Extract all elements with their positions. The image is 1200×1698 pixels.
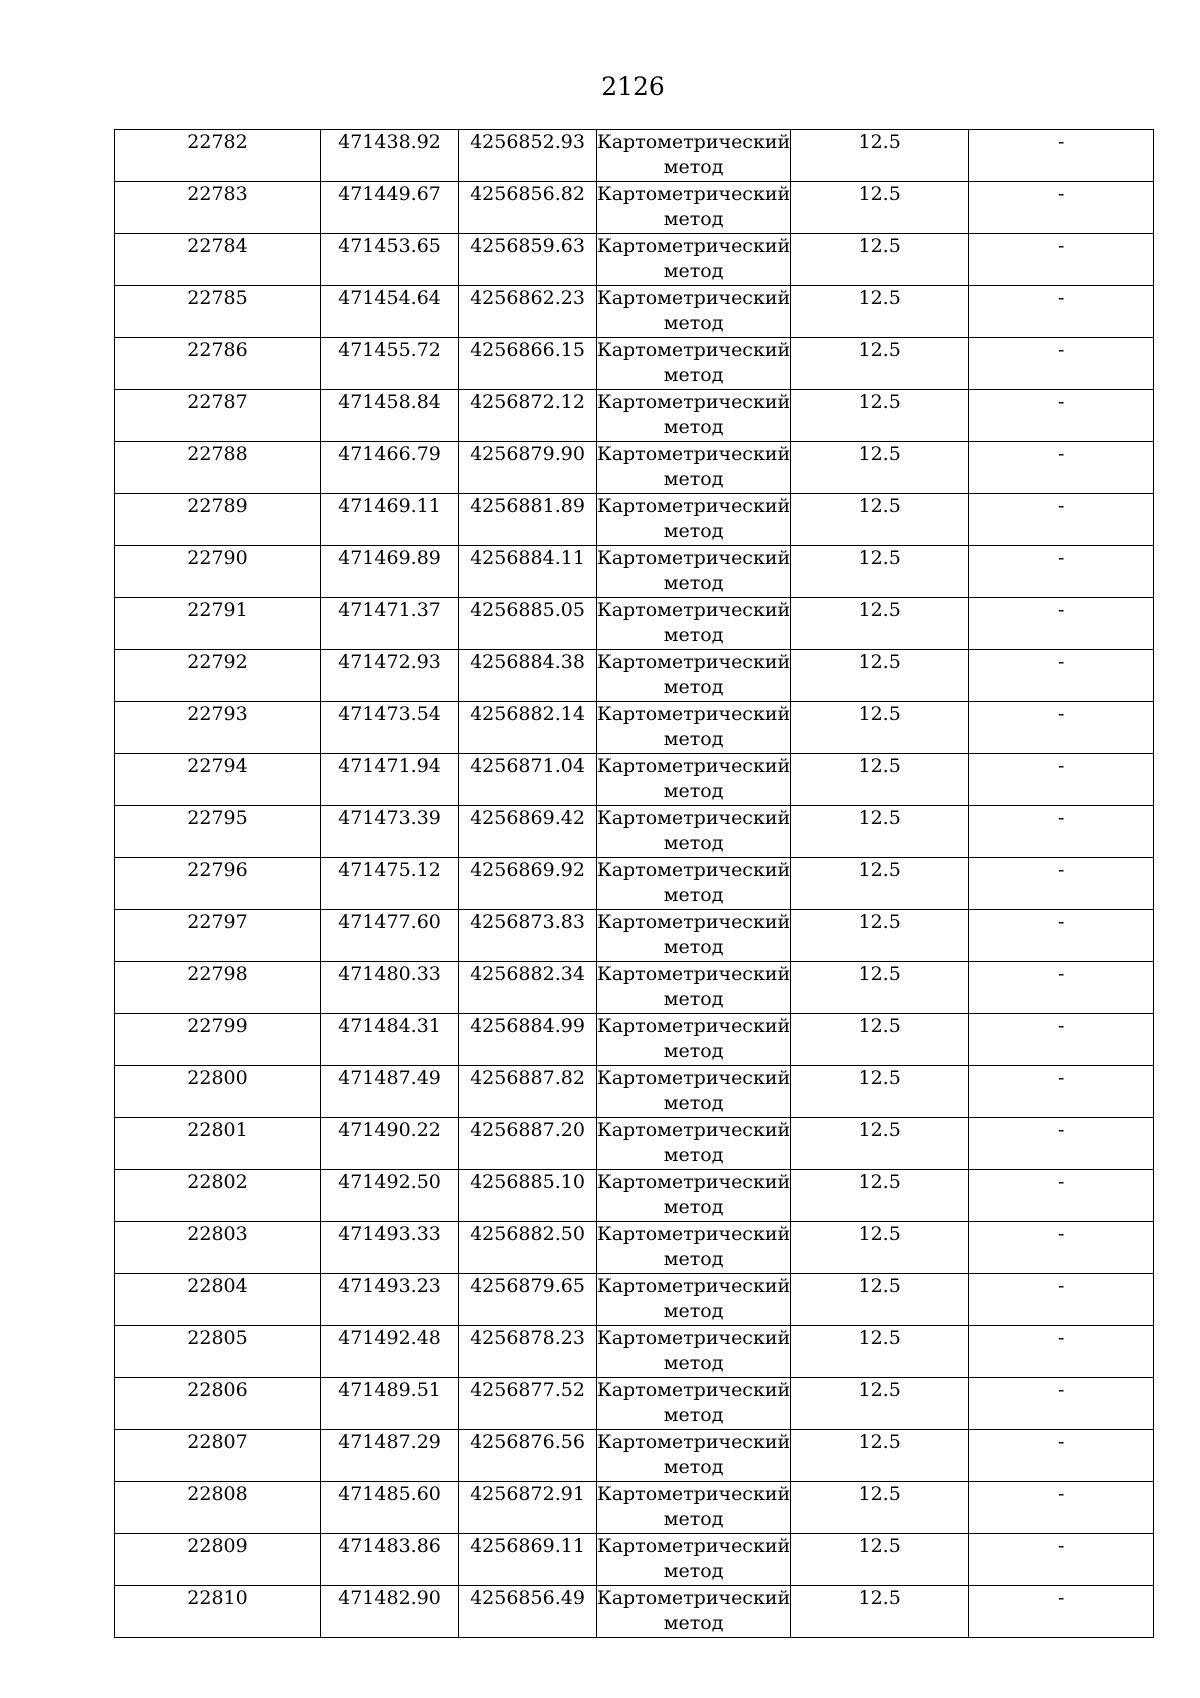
x-coordinate-cell: 471484.31 <box>321 1014 459 1066</box>
table-row <box>115 1326 1154 1378</box>
method-line-1: Картометрический <box>597 1067 791 1089</box>
method-line-2: метод <box>663 624 724 646</box>
y-coordinate-cell: 4256878.23 <box>459 1326 597 1378</box>
y-coordinate-cell: 4256884.38 <box>459 650 597 702</box>
accuracy-cell: 12.5 <box>791 1222 969 1274</box>
point-number-cell: 22804 <box>115 1274 321 1326</box>
method-line-2: метод <box>663 832 724 854</box>
y-coordinate-cell: 4256876.56 <box>459 1430 597 1482</box>
y-coordinate-cell: 4256879.90 <box>459 442 597 494</box>
x-coordinate-cell: 471453.65 <box>321 234 459 286</box>
method-cell <box>597 1170 791 1222</box>
accuracy-cell: 12.5 <box>791 182 969 234</box>
method-line-2: метод <box>663 728 724 750</box>
accuracy-cell: 12.5 <box>791 1326 969 1378</box>
point-number-cell: 22789 <box>115 494 321 546</box>
x-coordinate-cell: 471473.54 <box>321 702 459 754</box>
method-cell <box>597 1586 791 1638</box>
method-line-1: Картометрический <box>597 651 791 673</box>
method-line-1: Картометрический <box>597 963 791 985</box>
method-line-2: метод <box>663 1196 724 1218</box>
note-cell: - <box>969 702 1154 754</box>
method-cell <box>597 1222 791 1274</box>
x-coordinate-cell: 471454.64 <box>321 286 459 338</box>
y-coordinate-cell: 4256887.20 <box>459 1118 597 1170</box>
y-coordinate-cell: 4256862.23 <box>459 286 597 338</box>
accuracy-cell: 12.5 <box>791 286 969 338</box>
note-cell: - <box>969 1430 1154 1482</box>
method-line-1: Картометрический <box>597 1223 791 1245</box>
table-row <box>115 858 1154 910</box>
accuracy-cell: 12.5 <box>791 1066 969 1118</box>
note-cell: - <box>969 598 1154 650</box>
point-number-cell: 22790 <box>115 546 321 598</box>
y-coordinate-cell: 4256872.12 <box>459 390 597 442</box>
method-line-1: Картометрический <box>597 1379 791 1401</box>
note-cell: - <box>969 234 1154 286</box>
y-coordinate-cell: 4256885.05 <box>459 598 597 650</box>
method-line-1: Картометрический <box>597 547 791 569</box>
x-coordinate-cell: 471483.86 <box>321 1534 459 1586</box>
note-cell: - <box>969 390 1154 442</box>
accuracy-cell: 12.5 <box>791 650 969 702</box>
note-cell: - <box>969 442 1154 494</box>
method-line-2: метод <box>663 936 724 958</box>
point-number-cell: 22784 <box>115 234 321 286</box>
method-line-2: метод <box>663 572 724 594</box>
y-coordinate-cell: 4256856.82 <box>459 182 597 234</box>
accuracy-cell: 12.5 <box>791 598 969 650</box>
table-row <box>115 1170 1154 1222</box>
table-row <box>115 130 1154 182</box>
table-row <box>115 390 1154 442</box>
method-line-2: метод <box>663 1560 724 1582</box>
method-cell <box>597 1118 791 1170</box>
y-coordinate-cell: 4256877.52 <box>459 1378 597 1430</box>
x-coordinate-cell: 471458.84 <box>321 390 459 442</box>
method-line-2: метод <box>663 780 724 802</box>
accuracy-cell: 12.5 <box>791 234 969 286</box>
method-cell <box>597 182 791 234</box>
y-coordinate-cell: 4256885.10 <box>459 1170 597 1222</box>
method-line-1: Картометрический <box>597 1431 791 1453</box>
method-cell <box>597 1534 791 1586</box>
accuracy-cell: 12.5 <box>791 858 969 910</box>
method-line-2: метод <box>663 468 724 490</box>
point-number-cell: 22796 <box>115 858 321 910</box>
table-row <box>115 442 1154 494</box>
y-coordinate-cell: 4256852.93 <box>459 130 597 182</box>
accuracy-cell: 12.5 <box>791 130 969 182</box>
point-number-cell: 22806 <box>115 1378 321 1430</box>
method-line-1: Картометрический <box>597 287 791 309</box>
point-number-cell: 22793 <box>115 702 321 754</box>
x-coordinate-cell: 471487.49 <box>321 1066 459 1118</box>
x-coordinate-cell: 471475.12 <box>321 858 459 910</box>
point-number-cell: 22803 <box>115 1222 321 1274</box>
table-row <box>115 1378 1154 1430</box>
method-cell <box>597 806 791 858</box>
table-row <box>115 754 1154 806</box>
method-cell <box>597 1066 791 1118</box>
y-coordinate-cell: 4256882.14 <box>459 702 597 754</box>
y-coordinate-cell: 4256887.82 <box>459 1066 597 1118</box>
point-number-cell: 22799 <box>115 1014 321 1066</box>
method-cell <box>597 858 791 910</box>
point-number-cell: 22787 <box>115 390 321 442</box>
x-coordinate-cell: 471492.48 <box>321 1326 459 1378</box>
method-line-1: Картометрический <box>597 131 791 153</box>
note-cell: - <box>969 1534 1154 1586</box>
x-coordinate-cell: 471489.51 <box>321 1378 459 1430</box>
table-row <box>115 1534 1154 1586</box>
coordinates-table-body <box>115 130 1154 1638</box>
table-row <box>115 1482 1154 1534</box>
note-cell: - <box>969 286 1154 338</box>
accuracy-cell: 12.5 <box>791 1170 969 1222</box>
method-line-1: Картометрический <box>597 859 791 881</box>
y-coordinate-cell: 4256869.42 <box>459 806 597 858</box>
accuracy-cell: 12.5 <box>791 1482 969 1534</box>
accuracy-cell: 12.5 <box>791 390 969 442</box>
method-line-2: метод <box>663 1144 724 1166</box>
method-line-1: Картометрический <box>597 755 791 777</box>
y-coordinate-cell: 4256884.99 <box>459 1014 597 1066</box>
method-cell <box>597 754 791 806</box>
accuracy-cell: 12.5 <box>791 1534 969 1586</box>
note-cell: - <box>969 1482 1154 1534</box>
table-row <box>115 546 1154 598</box>
note-cell: - <box>969 338 1154 390</box>
x-coordinate-cell: 471490.22 <box>321 1118 459 1170</box>
x-coordinate-cell: 471469.89 <box>321 546 459 598</box>
method-line-1: Картометрический <box>597 1171 791 1193</box>
note-cell: - <box>969 754 1154 806</box>
y-coordinate-cell: 4256866.15 <box>459 338 597 390</box>
accuracy-cell: 12.5 <box>791 546 969 598</box>
table-row <box>115 962 1154 1014</box>
coordinates-table <box>114 129 1154 1638</box>
point-number-cell: 22786 <box>115 338 321 390</box>
x-coordinate-cell: 471472.93 <box>321 650 459 702</box>
accuracy-cell: 12.5 <box>791 754 969 806</box>
x-coordinate-cell: 471473.39 <box>321 806 459 858</box>
y-coordinate-cell: 4256869.92 <box>459 858 597 910</box>
x-coordinate-cell: 471477.60 <box>321 910 459 962</box>
note-cell: - <box>969 1274 1154 1326</box>
accuracy-cell: 12.5 <box>791 806 969 858</box>
note-cell: - <box>969 1066 1154 1118</box>
point-number-cell: 22807 <box>115 1430 321 1482</box>
note-cell: - <box>969 1014 1154 1066</box>
method-line-2: метод <box>663 1404 724 1426</box>
note-cell: - <box>969 1586 1154 1638</box>
note-cell: - <box>969 1326 1154 1378</box>
point-number-cell: 22797 <box>115 910 321 962</box>
method-cell <box>597 1482 791 1534</box>
method-cell <box>597 1378 791 1430</box>
table-row <box>115 494 1154 546</box>
table-row <box>115 1118 1154 1170</box>
note-cell: - <box>969 1222 1154 1274</box>
note-cell: - <box>969 962 1154 1014</box>
table-row <box>115 234 1154 286</box>
table-row <box>115 1014 1154 1066</box>
method-line-2: метод <box>663 1456 724 1478</box>
method-line-2: метод <box>663 1040 724 1062</box>
note-cell: - <box>969 806 1154 858</box>
y-coordinate-cell: 4256856.49 <box>459 1586 597 1638</box>
method-line-1: Картометрический <box>597 1483 791 1505</box>
method-cell <box>597 910 791 962</box>
method-line-2: метод <box>663 1352 724 1374</box>
method-line-2: метод <box>663 364 724 386</box>
method-line-2: метод <box>663 1092 724 1114</box>
table-row <box>115 1430 1154 1482</box>
note-cell: - <box>969 130 1154 182</box>
table-row <box>115 702 1154 754</box>
method-line-2: метод <box>663 416 724 438</box>
accuracy-cell: 12.5 <box>791 962 969 1014</box>
point-number-cell: 22794 <box>115 754 321 806</box>
y-coordinate-cell: 4256859.63 <box>459 234 597 286</box>
point-number-cell: 22785 <box>115 286 321 338</box>
method-line-1: Картометрический <box>597 443 791 465</box>
accuracy-cell: 12.5 <box>791 338 969 390</box>
method-line-2: метод <box>663 1508 724 1530</box>
method-line-2: метод <box>663 988 724 1010</box>
point-number-cell: 22800 <box>115 1066 321 1118</box>
method-line-2: метод <box>663 1612 724 1634</box>
method-cell <box>597 598 791 650</box>
method-line-2: метод <box>663 884 724 906</box>
table-row <box>115 1274 1154 1326</box>
x-coordinate-cell: 471469.11 <box>321 494 459 546</box>
x-coordinate-cell: 471466.79 <box>321 442 459 494</box>
accuracy-cell: 12.5 <box>791 1274 969 1326</box>
method-line-1: Картометрический <box>597 807 791 829</box>
point-number-cell: 22788 <box>115 442 321 494</box>
method-line-1: Картометрический <box>597 1327 791 1349</box>
method-line-2: метод <box>663 676 724 698</box>
y-coordinate-cell: 4256871.04 <box>459 754 597 806</box>
note-cell: - <box>969 1118 1154 1170</box>
method-cell <box>597 962 791 1014</box>
point-number-cell: 22783 <box>115 182 321 234</box>
y-coordinate-cell: 4256882.34 <box>459 962 597 1014</box>
x-coordinate-cell: 471493.33 <box>321 1222 459 1274</box>
point-number-cell: 22791 <box>115 598 321 650</box>
x-coordinate-cell: 471471.37 <box>321 598 459 650</box>
x-coordinate-cell: 471480.33 <box>321 962 459 1014</box>
y-coordinate-cell: 4256881.89 <box>459 494 597 546</box>
method-cell <box>597 702 791 754</box>
point-number-cell: 22798 <box>115 962 321 1014</box>
method-cell <box>597 1274 791 1326</box>
method-line-1: Картометрический <box>597 1119 791 1141</box>
method-line-2: метод <box>663 156 724 178</box>
table-row <box>115 1222 1154 1274</box>
y-coordinate-cell: 4256869.11 <box>459 1534 597 1586</box>
note-cell: - <box>969 494 1154 546</box>
table-row <box>115 650 1154 702</box>
note-cell: - <box>969 650 1154 702</box>
method-line-2: метод <box>663 260 724 282</box>
point-number-cell: 22808 <box>115 1482 321 1534</box>
point-number-cell: 22809 <box>115 1534 321 1586</box>
method-line-1: Картометрический <box>597 339 791 361</box>
table-row <box>115 182 1154 234</box>
accuracy-cell: 12.5 <box>791 1586 969 1638</box>
method-line-2: метод <box>663 1300 724 1322</box>
table-row <box>115 910 1154 962</box>
method-cell <box>597 130 791 182</box>
method-cell <box>597 442 791 494</box>
method-line-1: Картометрический <box>597 703 791 725</box>
table-row <box>115 598 1154 650</box>
x-coordinate-cell: 471471.94 <box>321 754 459 806</box>
method-line-2: метод <box>663 1248 724 1270</box>
method-line-1: Картометрический <box>597 1587 791 1609</box>
point-number-cell: 22795 <box>115 806 321 858</box>
x-coordinate-cell: 471455.72 <box>321 338 459 390</box>
note-cell: - <box>969 546 1154 598</box>
method-cell <box>597 390 791 442</box>
point-number-cell: 22801 <box>115 1118 321 1170</box>
method-line-2: метод <box>663 208 724 230</box>
note-cell: - <box>969 182 1154 234</box>
point-number-cell: 22805 <box>115 1326 321 1378</box>
method-cell <box>597 1014 791 1066</box>
table-row <box>115 806 1154 858</box>
accuracy-cell: 12.5 <box>791 1430 969 1482</box>
x-coordinate-cell: 471482.90 <box>321 1586 459 1638</box>
x-coordinate-cell: 471449.67 <box>321 182 459 234</box>
accuracy-cell: 12.5 <box>791 442 969 494</box>
point-number-cell: 22810 <box>115 1586 321 1638</box>
method-line-1: Картометрический <box>597 1535 791 1557</box>
table-row <box>115 338 1154 390</box>
x-coordinate-cell: 471438.92 <box>321 130 459 182</box>
method-cell <box>597 650 791 702</box>
x-coordinate-cell: 471485.60 <box>321 1482 459 1534</box>
x-coordinate-cell: 471492.50 <box>321 1170 459 1222</box>
table-row <box>115 1586 1154 1638</box>
method-cell <box>597 286 791 338</box>
x-coordinate-cell: 471487.29 <box>321 1430 459 1482</box>
accuracy-cell: 12.5 <box>791 494 969 546</box>
method-cell <box>597 1430 791 1482</box>
note-cell: - <box>969 1170 1154 1222</box>
note-cell: - <box>969 1378 1154 1430</box>
method-line-1: Картометрический <box>597 391 791 413</box>
page-number: 2126 <box>601 72 665 101</box>
accuracy-cell: 12.5 <box>791 1378 969 1430</box>
point-number-cell: 22802 <box>115 1170 321 1222</box>
y-coordinate-cell: 4256882.50 <box>459 1222 597 1274</box>
table-row <box>115 1066 1154 1118</box>
method-line-1: Картометрический <box>597 1015 791 1037</box>
note-cell: - <box>969 910 1154 962</box>
y-coordinate-cell: 4256873.83 <box>459 910 597 962</box>
accuracy-cell: 12.5 <box>791 910 969 962</box>
accuracy-cell: 12.5 <box>791 702 969 754</box>
y-coordinate-cell: 4256879.65 <box>459 1274 597 1326</box>
method-cell <box>597 546 791 598</box>
method-line-1: Картометрический <box>597 599 791 621</box>
point-number-cell: 22792 <box>115 650 321 702</box>
point-number-cell: 22782 <box>115 130 321 182</box>
method-line-2: метод <box>663 312 724 334</box>
method-cell <box>597 234 791 286</box>
y-coordinate-cell: 4256884.11 <box>459 546 597 598</box>
method-cell <box>597 1326 791 1378</box>
x-coordinate-cell: 471493.23 <box>321 1274 459 1326</box>
method-cell <box>597 338 791 390</box>
method-cell <box>597 494 791 546</box>
note-cell: - <box>969 858 1154 910</box>
table-row <box>115 286 1154 338</box>
method-line-1: Картометрический <box>597 1275 791 1297</box>
accuracy-cell: 12.5 <box>791 1118 969 1170</box>
method-line-1: Картометрический <box>597 235 791 257</box>
y-coordinate-cell: 4256872.91 <box>459 1482 597 1534</box>
accuracy-cell: 12.5 <box>791 1014 969 1066</box>
method-line-2: метод <box>663 520 724 542</box>
method-line-1: Картометрический <box>597 495 791 517</box>
method-line-1: Картометрический <box>597 183 791 205</box>
method-line-1: Картометрический <box>597 911 791 933</box>
